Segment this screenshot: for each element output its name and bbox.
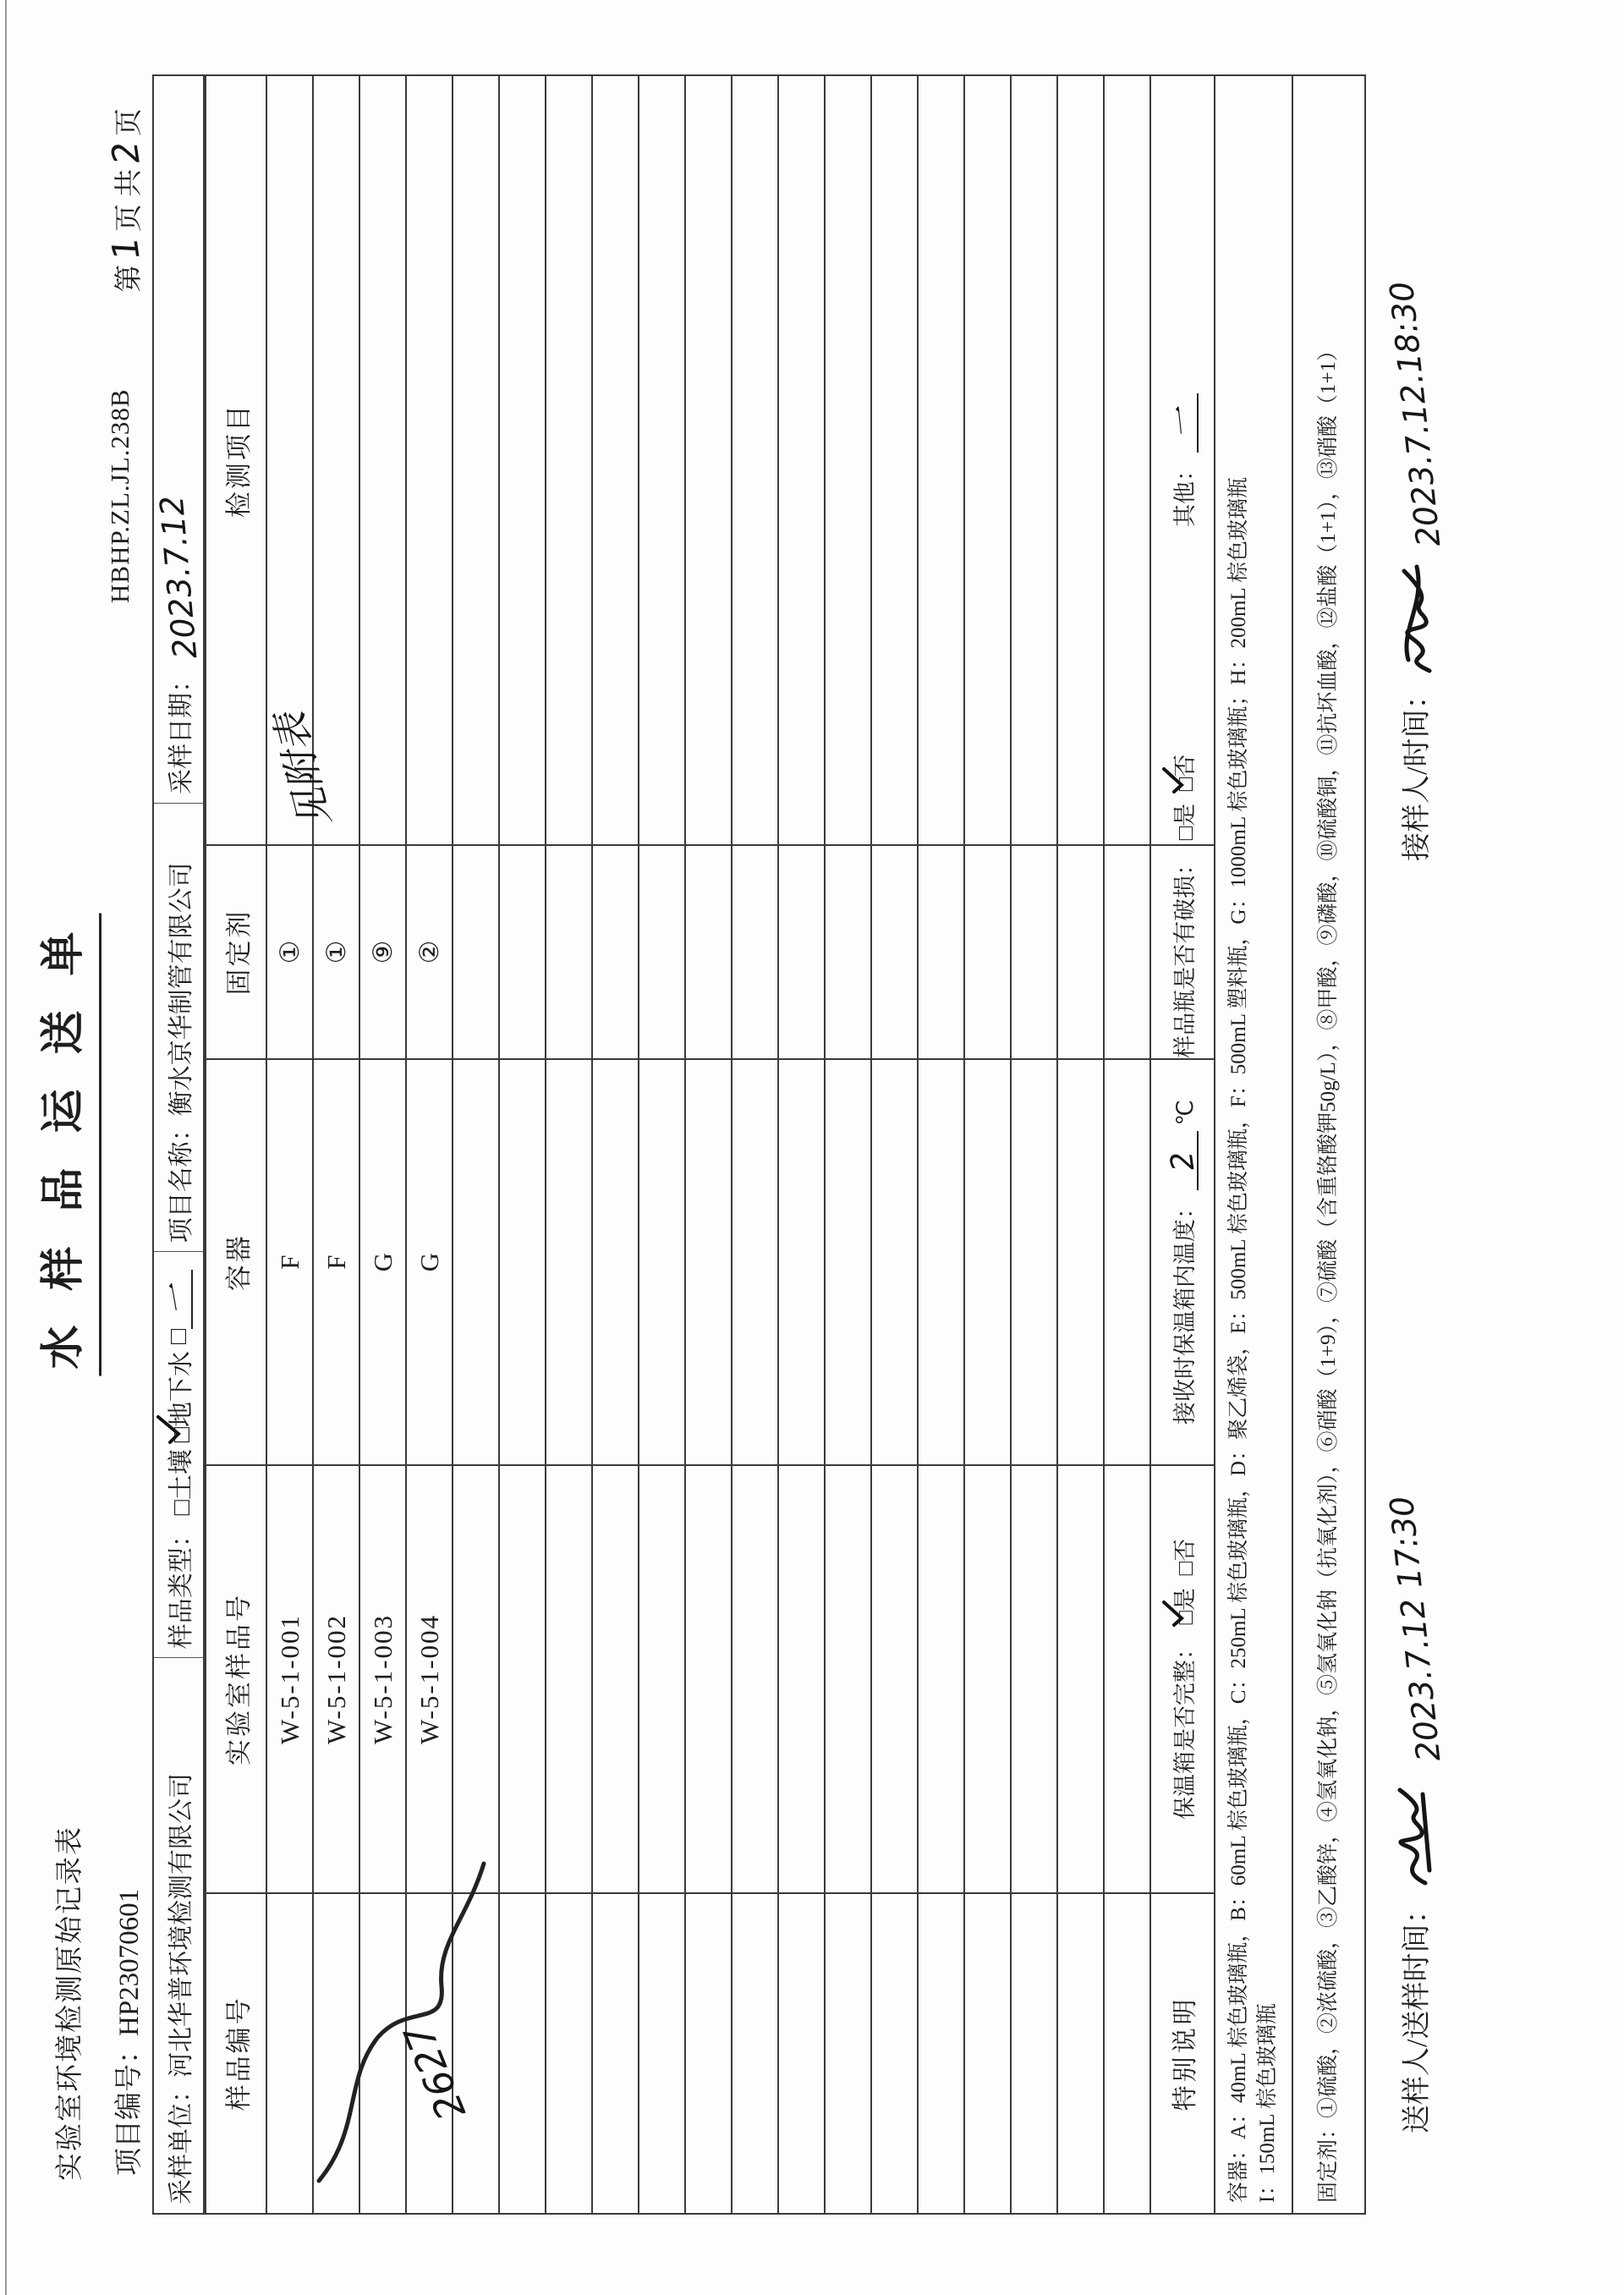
page-mid: 页 共 <box>114 168 145 232</box>
transport-form <box>22 74 1479 2215</box>
empty-cell <box>825 1893 871 2214</box>
empty-cell <box>825 1059 871 1465</box>
items-cell <box>266 75 339 845</box>
soil-option-label: □土壤 <box>167 1449 195 1516</box>
temp-unit: ℃ <box>1171 1100 1198 1126</box>
project-number <box>107 1889 146 2176</box>
empty-cell <box>871 75 918 845</box>
empty-cell <box>778 1059 825 1465</box>
footer-rows <box>1150 75 1365 2214</box>
check-icon <box>1161 1597 1187 1628</box>
col-items: 检测项目 <box>206 75 266 845</box>
page-pre: 第 <box>114 264 145 293</box>
empty-cell <box>592 75 639 845</box>
sample-type-handwritten: 一 <box>156 1281 197 1318</box>
sampling-date-cell <box>154 76 203 803</box>
sampling-date-handwritten: 2023.7.12 <box>152 493 205 661</box>
table-row <box>359 75 406 2214</box>
receiver-label: 接样人/时间： <box>1402 680 1433 861</box>
empty-cell <box>639 1059 685 1465</box>
special-note-label: 特别说明 <box>1150 1893 1215 2214</box>
checkbox-soil <box>160 1449 197 1515</box>
lab-no-cell: W-5-1-001 <box>266 1465 313 1893</box>
info-row <box>152 74 205 2215</box>
container-cell: F <box>266 1059 313 1465</box>
empty-cell <box>918 845 964 1059</box>
sample-no-handwritten: 2627 <box>395 2018 475 2127</box>
sampling-unit-label: 采样单位： <box>167 2078 195 2204</box>
empty-cell <box>964 75 1011 845</box>
sampling-unit-value: 河北华普环境检测有限公司 <box>167 1773 195 2078</box>
table-row-empty <box>639 75 685 2214</box>
fixative-notes-row <box>1292 75 1365 2214</box>
page-number-handwritten: 1 <box>103 233 148 262</box>
broken-no-label: □否 <box>1171 754 1198 792</box>
page-indicator <box>105 108 146 293</box>
sample-table <box>205 74 1366 2215</box>
empty-cell <box>778 1893 825 2214</box>
other-blank <box>1163 393 1202 453</box>
empty-cell <box>871 1059 918 1465</box>
sample-type-label: 样品类型： <box>167 1522 195 1650</box>
checkbox-intact-no <box>1166 1539 1199 1575</box>
items-cell <box>359 75 406 845</box>
sample-rows <box>266 75 1150 2214</box>
empty-cell <box>685 75 732 845</box>
items-handwritten: 见附表 <box>266 707 339 832</box>
empty-cell <box>453 845 499 1059</box>
form-title: 水 样 品 运 送 单 <box>27 913 102 1375</box>
empty-cell <box>1057 1059 1104 1465</box>
intact-no-label: □否 <box>1171 1538 1198 1576</box>
empty-cell <box>732 845 778 1059</box>
container-cell: G <box>359 1059 406 1465</box>
fixative-cell: ① <box>313 845 359 1059</box>
empty-cell <box>499 75 546 845</box>
table-row-empty <box>825 75 871 2214</box>
broken-yes-label: □是 <box>1171 803 1198 841</box>
check-icon <box>155 1412 184 1446</box>
empty-cell <box>964 1059 1011 1465</box>
coolbox-intact-label: 保温箱是否完整： <box>1171 1637 1198 1820</box>
table-row <box>313 75 359 2214</box>
empty-cell <box>1104 845 1150 1059</box>
empty-cell <box>778 845 825 1059</box>
sample-no-cell <box>266 1893 313 2214</box>
empty-cell <box>685 845 732 1059</box>
table-row <box>406 75 453 2214</box>
project-name-value: 衡水京华制管有限公司 <box>167 862 195 1117</box>
table-wrap <box>205 74 1366 2215</box>
empty-cell <box>499 845 546 1059</box>
empty-cell <box>1057 1893 1104 2214</box>
container-cell: F <box>313 1059 359 1465</box>
table-row-empty <box>685 75 732 2214</box>
col-fixative: 固定剂 <box>206 845 266 1059</box>
empty-cell <box>732 1465 778 1893</box>
lab-no-cell: W-5-1-003 <box>359 1465 406 1893</box>
scan-edge-line <box>5 0 7 2295</box>
page-suf: 页 <box>114 108 145 136</box>
checkbox-intact-yes <box>1166 1588 1199 1624</box>
empty-cell <box>732 75 778 845</box>
table-row-empty <box>453 75 499 2214</box>
sender-signature-scrawl <box>1394 1769 1445 1896</box>
empty-cell <box>639 1893 685 2214</box>
empty-cell <box>1011 75 1057 845</box>
empty-cell <box>918 1059 964 1465</box>
empty-cell <box>1011 1059 1057 1465</box>
empty-cell <box>871 845 918 1059</box>
receiver-time-handwritten: 2023.7.12.18:30 <box>1382 279 1448 548</box>
table-row-empty <box>1011 75 1057 2214</box>
bottle-broken-label: 样品瓶是否有破损： <box>1171 852 1198 1058</box>
sample-no-cell <box>359 1893 406 2214</box>
temp-blank <box>1164 1131 1201 1190</box>
table-row-empty <box>778 75 825 2214</box>
empty-cell <box>964 845 1011 1059</box>
container-notes-row <box>1215 75 1292 2214</box>
empty-cell <box>918 1465 964 1893</box>
empty-cell <box>685 1059 732 1465</box>
items-cell <box>406 75 453 845</box>
checkbox-other-type <box>164 1329 193 1344</box>
sampling-unit-cell <box>154 1657 203 2213</box>
empty-cell <box>499 1059 546 1465</box>
project-name-label: 项目名称： <box>167 1116 195 1244</box>
other-type-box: □ <box>164 1328 192 1344</box>
checkbox-groundwater <box>160 1351 197 1442</box>
receiver-line <box>1382 279 1448 861</box>
coolbox-intact-cell <box>1150 1465 1215 1893</box>
signature-footer <box>1378 74 1479 2215</box>
table-row-empty <box>732 75 778 2214</box>
empty-cell <box>871 1893 918 2214</box>
empty-cell <box>1104 1059 1150 1465</box>
receiver-signature-scrawl <box>1394 554 1445 681</box>
project-number-value: HP23070601 <box>114 1888 145 2036</box>
empty-cell <box>546 1059 592 1465</box>
empty-cell <box>499 1893 546 2214</box>
empty-cell <box>964 1893 1011 2214</box>
empty-cell <box>1011 1893 1057 2214</box>
record-sheet-name: 实验室环境检测原始记录表 <box>55 1826 85 2181</box>
table-row-empty <box>546 75 592 2214</box>
empty-cell <box>592 1893 639 2214</box>
empty-cell <box>1057 75 1104 845</box>
items-cell <box>313 75 359 845</box>
empty-cell <box>825 75 871 845</box>
page-total-handwritten: 2 <box>103 138 148 167</box>
empty-cell <box>639 1465 685 1893</box>
empty-cell <box>546 75 592 845</box>
empty-cell <box>825 1465 871 1893</box>
empty-cell <box>1104 1465 1150 1893</box>
empty-cell <box>639 75 685 845</box>
container-notes-line2: I：150mL 棕色玻璃瓶 <box>1256 2003 1279 2203</box>
intact-yes-label: □是 <box>1171 1588 1198 1625</box>
fixative-cell: ⑨ <box>359 845 406 1059</box>
table-row-empty <box>918 75 964 2214</box>
table-row-empty <box>964 75 1011 2214</box>
table-row-empty <box>1057 75 1104 2214</box>
bottle-broken-cell <box>1150 754 1215 1059</box>
coolbox-temp-cell <box>1150 1059 1215 1465</box>
empty-cell <box>825 845 871 1059</box>
project-number-label: 项目编号： <box>114 2036 145 2176</box>
header-line-1 <box>22 74 103 2215</box>
table-row-empty <box>499 75 546 2214</box>
sample-type-blank <box>156 1270 197 1329</box>
lab-no-cell: W-5-1-002 <box>313 1465 359 1893</box>
empty-cell <box>592 845 639 1059</box>
project-name-cell <box>154 803 203 1251</box>
empty-cell <box>592 1059 639 1465</box>
temp-handwritten: 2 <box>1164 1149 1201 1173</box>
fixative-cell: ② <box>406 845 453 1059</box>
empty-cell <box>685 1465 732 1893</box>
sampling-date-label: 采样日期： <box>167 667 195 794</box>
groundwater-option-label: □地下水 <box>167 1351 195 1443</box>
col-sample-no: 样品编号 <box>206 1893 266 2214</box>
empty-cell <box>639 845 685 1059</box>
col-container: 容器 <box>206 1059 266 1465</box>
check-icon <box>1161 764 1187 794</box>
empty-cell <box>546 845 592 1059</box>
sample-no-cell <box>313 1893 359 2214</box>
sender-label: 送样人/送样时间： <box>1402 1895 1433 2133</box>
checkbox-broken-no <box>1166 755 1199 791</box>
empty-cell <box>592 1465 639 1893</box>
table-row-empty <box>871 75 918 2214</box>
container-notes-cell <box>1215 75 1292 2214</box>
empty-cell <box>964 1465 1011 1893</box>
header-line-2 <box>103 74 152 2215</box>
other-cell <box>1150 75 1215 845</box>
empty-cell <box>1057 845 1104 1059</box>
empty-cell <box>778 75 825 845</box>
table-row-empty <box>592 75 639 2214</box>
empty-cell <box>453 75 499 845</box>
empty-cell <box>685 1893 732 2214</box>
empty-cell <box>1011 1465 1057 1893</box>
sender-line <box>1382 1494 1448 2133</box>
empty-cell <box>918 1893 964 2214</box>
empty-cell <box>499 1465 546 1893</box>
coolbox-temp-label: 接收时保温箱内温度： <box>1171 1195 1198 1425</box>
table-head <box>206 75 266 2214</box>
sender-time-handwritten: 2023.7.12 17:30 <box>1382 1494 1448 1763</box>
table-row <box>266 75 313 2214</box>
checkbox-broken-yes <box>1166 804 1199 840</box>
empty-cell <box>453 1465 499 1893</box>
empty-cell <box>453 1059 499 1465</box>
empty-cell <box>1104 1893 1150 2214</box>
empty-cell <box>1057 1465 1104 1893</box>
empty-cell <box>1104 75 1150 845</box>
empty-cell <box>1011 845 1057 1059</box>
empty-cell <box>871 1465 918 1893</box>
sample-type-cell <box>154 1251 203 1657</box>
form-code: HBHP.ZL.JL.238B <box>105 388 134 603</box>
fixative-notes-cell: 固定剂：①硫酸，②浓硫酸，③乙酸锌，④氢氧化钠，⑤氢氧化钠（抗氧化剂），⑥硝酸（1+9），⑦硫酸（含重铬酸钾50g/L），⑧甲酸，⑨磷酸，⑩硫酸铜，⑪抗坏血酸，⑫盐酸（1+1），⑬硝酸（1+1） <box>1292 75 1365 2214</box>
empty-cell <box>546 1465 592 1893</box>
table-row-empty <box>1104 75 1150 2214</box>
other-handwritten: 一 <box>1163 406 1202 441</box>
empty-cell <box>732 1059 778 1465</box>
empty-cell <box>453 1893 499 2214</box>
empty-cell <box>732 1893 778 2214</box>
lab-no-cell: W-5-1-004 <box>406 1465 453 1893</box>
special-note-row <box>1150 75 1215 2214</box>
empty-cell <box>546 1893 592 2214</box>
empty-cell <box>778 1465 825 1893</box>
container-cell: G <box>406 1059 453 1465</box>
container-notes-line1: 容器：A：40mL 棕色玻璃瓶，B：60mL 棕色玻璃瓶，C：250mL 棕色玻璃瓶，D：聚乙烯袋，E：500mL 棕色玻璃瓶，F：500mL 塑料瓶，G：1000mL 棕色玻璃瓶；H：200mL 棕色玻璃瓶 <box>1227 476 1251 2203</box>
sample-no-cell <box>406 1893 453 2214</box>
empty-cell <box>918 75 964 845</box>
other-label: 其他： <box>1171 458 1198 527</box>
table-header-row <box>206 75 266 2214</box>
fixative-cell: ① <box>266 845 313 1059</box>
col-lab-no: 实验室样品号 <box>206 1465 266 1893</box>
